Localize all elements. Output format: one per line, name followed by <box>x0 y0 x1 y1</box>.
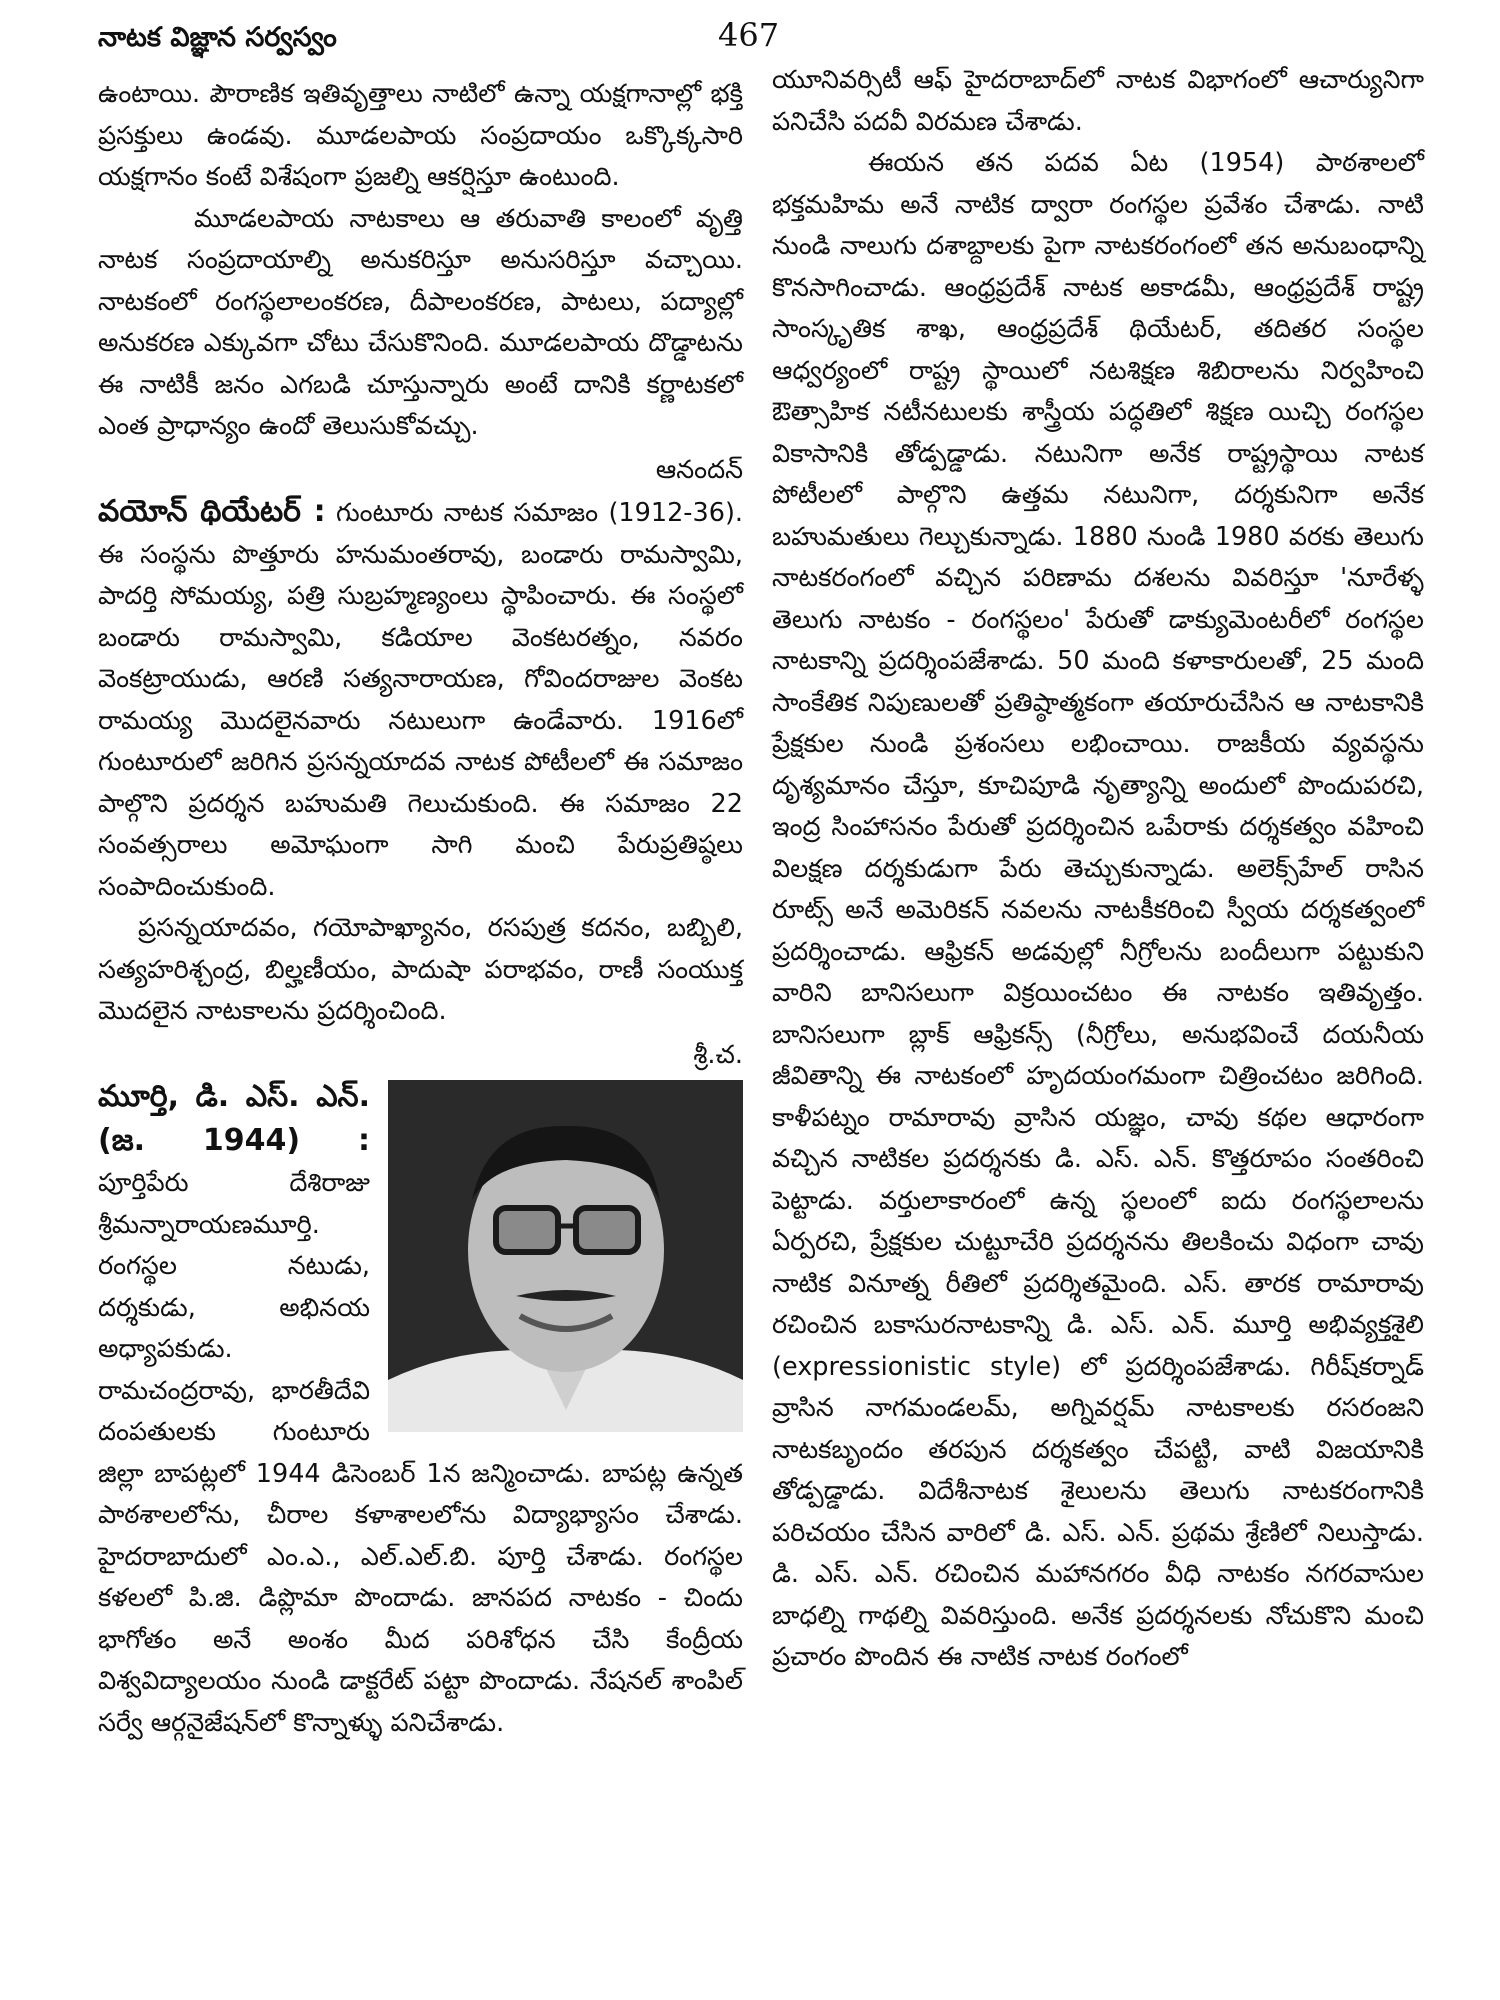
entry-text: గుంటూరు నాటక సమాజం (1912-36). ఈ సంస్థను పొత్తూరు హనుమంతరావు, బండారు రామస్వామి, పాదర్తి సోమయ్య, పత్రి సుబ్రహ్మణ్యంలు స్థాపించారు. ఈ సంస్థలో బండారు రామస్వామి, కడియాల వెంకటరత్నం, నవరం వెంకట్రాయుడు, ఆరణి సత్యనారాయణ, గోవిందరాజుల వెంకట రామయ్య మొదలైనవారు నటులుగా ఉండేవారు. 1916లో గుంటూరులో జరిగిన ప్రసన్నయాదవ నాటక పోటీలలో ఈ సమాజం పాల్గొని ప్రదర్శన బహుమతి గెలుచుకుంది. ఈ సమాజం 22 సంవత్సరాలు అమోఘంగా సాగి మంచి పేరుప్రతిష్ఠలు సంపాదించుకుంది. <box>98 498 744 902</box>
left-column <box>98 74 743 1744</box>
paragraph: యూనివర్సిటీ ఆఫ్ హైదరాబాద్‌లో నాటక విభాగంలో ఆచార్యునిగా పనిచేసి పదవీ విరమణ చేశాడు. <box>772 65 1424 137</box>
page-header-title: నాటక విజ్ఞాన సర్వస్వం <box>98 22 337 53</box>
paragraph: మూడలపాయ నాటకాలు ఆ తరువాతి కాలంలో వృత్తి నాటక సంప్రదాయాల్ని అనుకరిస్తూ అనుసరిస్తూ వచ్చాయి. నాటకంలో రంగస్థలాలంకరణ, దీపాలంకరణ, పాటలు, పద్యాల్లో అనుకరణ ఎక్కువగా చోటు చేసుకొనింది. మూడలపాయ దొడ్డాటను ఈ నాటికీ జనం ఎగబడి చూస్తున్నారు అంటే దానికి కర్ణాటకలో ఎంత ప్రాధాన్యం ఉందో తెలుసుకోవచ్చు. <box>98 203 743 441</box>
entry-heading: వయోన్ థియేటర్ : <box>98 494 326 529</box>
entry-text: పూర్తిపేరు దేశిరాజు శ్రీమన్నారాయణమూర్తి. రంగస్థల నటుడు, దర్శకుడు, అభినయ అధ్యాపకుడు. రామచంద్రరావు, భారతీదేవి దంపతులకు గుంటూరు జిల్లా బాపట్లలో 1944 డిసెంబర్ 1న జన్మించాడు. బాపట్ల ఉన్నత పాఠశాలలోను, చీరాల కళాశాలలోను విద్యాభ్యాసం చేశాడు. హైదరాబాదులో ఎం.ఎ., ఎల్.ఎల్.బి. పూర్తి చేశాడు. రంగస్థల కళలలో పి.జి. డిప్లొమా పొందాడు. జానపద నాటకం - చిందు భాగోతం అనే అంశం మీద పరిశోధన చేసి కేంద్రీయ విశ్వవిద్యాలయం నుండి డాక్టరేట్ పట్టా పొందాడు. నేషనల్ శాంపిల్ సర్వే ఆర్గనైజేషన్‌లో కొన్నాళ్ళు పనిచేశాడు. <box>98 1168 743 1738</box>
entry-paragraph <box>98 491 743 908</box>
paragraph: ప్రసన్నయాదవం, గయోపాఖ్యానం, రసపుత్ర కదనం, బబ్బిలి, సత్యహరిశ్చంద్ర, బిల్హణీయం, పాదుషా పరాభవం, రాణీ సంయుక్త మొదలైన నాటకాలను ప్రదర్శించింది. <box>98 913 743 1026</box>
author-signature: ఆనందన్ <box>655 454 743 485</box>
paragraph: ఈయన తన పదవ ఏట (1954) పాఠశాలలో భక్తమహిమ అనే నాటిక ద్వారా రంగస్థల ప్రవేశం చేశాడు. నాటి నుండి నాలుగు దశాబ్దాలకు పైగా నాటకరంగంలో తన అనుబంధాన్ని కొనసాగించాడు. ఆంధ్రప్రదేశ్ నాటక అకాడమీ, ఆంధ్రప్రదేశ్ రాష్ట్ర సాంస్కృతిక శాఖ, ఆంధ్రప్రదేశ్ థియేటర్, తదితర సంస్థల ఆధ్వర్యంలో రాష్ట్ర స్థాయిలో నటశిక్షణ శిబిరాలను నిర్వహించి ఔత్సాహిక నటీనటులకు శాస్త్రీయ పద్ధతిలో శిక్షణ యిచ్చి రంగస్థల వికాసానికి తోడ్పడ్డాడు. నటునిగా అనేక రాష్ట్రస్థాయి నాటక పోటీలలో పాల్గొని ఉత్తమ నటునిగా, దర్శకునిగా అనేక బహుమతులు గెల్చుకున్నాడు. 1880 నుండి 1980 వరకు తెలుగు నాటకరంగంలో వచ్చిన పరిణామ దశలను వివరిస్తూ 'నూరేళ్ళ తెలుగు నాటకం - రంగస్థలం' పేరుతో డాక్యుమెంటరీలో రంగస్థల నాటకాన్ని ప్రదర్శింపజేశాడు. 50 మంది కళాకారులతో, 25 మంది సాంకేతిక నిపుణులతో ప్రతిష్ఠాత్మకంగా తయారుచేసిన ఆ నాటకానికి ప్రేక్షకుల నుండి ప్రశంసలు లభించాయి. రాజకీయ వ్యవస్థను దృశ్యమానం చేస్తూ, కూచిపూడి నృత్యాన్ని అందులో పొందుపరచి, ఇంద్ర సింహాసనం పేరుతో ప్రదర్శించిన ఒపేరాకు దర్శకత్వం వహించి విలక్షణ దర్శకుడుగా పేరు తెచ్చుకున్నాడు. అలెక్స్‌హేల్ రాసిన రూట్స్ అనే అమెరికన్ నవలను నాటకీకరించి స్వీయ దర్శకత్వంలో ప్రదర్శించాడు. ఆఫ్రికన్ అడవుల్లో నీగ్రోలను బందీలుగా పట్టుకుని వారిని బానిసలుగా విక్రయించటం ఈ నాటకం ఇతివృత్తం. బానిసలుగా బ్లాక్ ఆఫ్రికన్స్ (నీగ్రోలు, అనుభవించే దయనీయ జీవితాన్ని ఈ నాటకంలో హృదయంగమంగా చిత్రించటం జరిగింది. కాళీపట్నం రామారావు వ్రాసిన యజ్ఞం, చావు కథల ఆధారంగా వచ్చిన నాటికల ప్రదర్శనకు డి. ఎస్. ఎన్. కొత్తరూపం సంతరించి పెట్టాడు. వర్తులాకారంలో ఉన్న స్థలంలో ఐదు రంగస్థలాలను ఏర్పరచి, ప్రేక్షకుల చుట్టూచేరి ప్రదర్శనను తిలకించు విధంగా చావు నాటిక వినూత్న రీతిలో ప్రదర్శితమైంది. ఎస్. తారక రామారావు రచించిన బకాసురనాటకాన్ని డి. ఎస్. ఎన్. మూర్తి అభివ్యక్తశైలి (expressionistic style) లో ప్రదర్శింపజేశాడు. గిరీష్‌కర్నాడ్ వ్రాసిన నాగమండలమ్, అగ్నివర్షమ్ నాటకాలకు రసరంజని నాటకబృందం తరపున దర్శకత్వం చేపట్టి, వాటి విజయానికి తోడ్పడ్డాడు. విదేశీనాటక శైలులను తెలుగు నాటకరంగానికి పరిచయం చేసిన వారిలో డి. ఎస్. ఎన్. ప్రథమ శ్రేణిలో నిలుస్తాడు. డి. ఎస్. ఎన్. రచించిన మహానగరం వీధి నాటకం నగరవాసుల బాధల్ని గాథల్ని వివరిస్తుంది. అనేక ప్రదర్శనలకు నోచుకొని మంచి ప్రచారం పొందిన ఈ నాటిక నాటక రంగంలో <box>772 148 1425 1672</box>
page-number: 467 <box>718 16 780 54</box>
paragraph: ఉంటాయి. పౌరాణిక ఇతివృత్తాలు నాటిలో ఉన్నా యక్షగానాల్లో భక్తి ప్రసక్తులు ఉండవు. మూడలపాయ సంప్రదాయం ఒక్కొక్కసారి యక్షగానం కంటే విశేషంగా ప్రజల్ని ఆకర్షిస్తూ ఉంటుంది. <box>98 79 743 192</box>
portrait-photo <box>388 1080 743 1432</box>
right-column <box>772 60 1424 1679</box>
author-signature: శ్రీ.చ. <box>693 1039 743 1070</box>
entry-heading: మూర్తి, డి. ఎస్. ఎన్. (జ. 1944) : <box>98 1079 370 1158</box>
portrait-image <box>388 1080 743 1432</box>
